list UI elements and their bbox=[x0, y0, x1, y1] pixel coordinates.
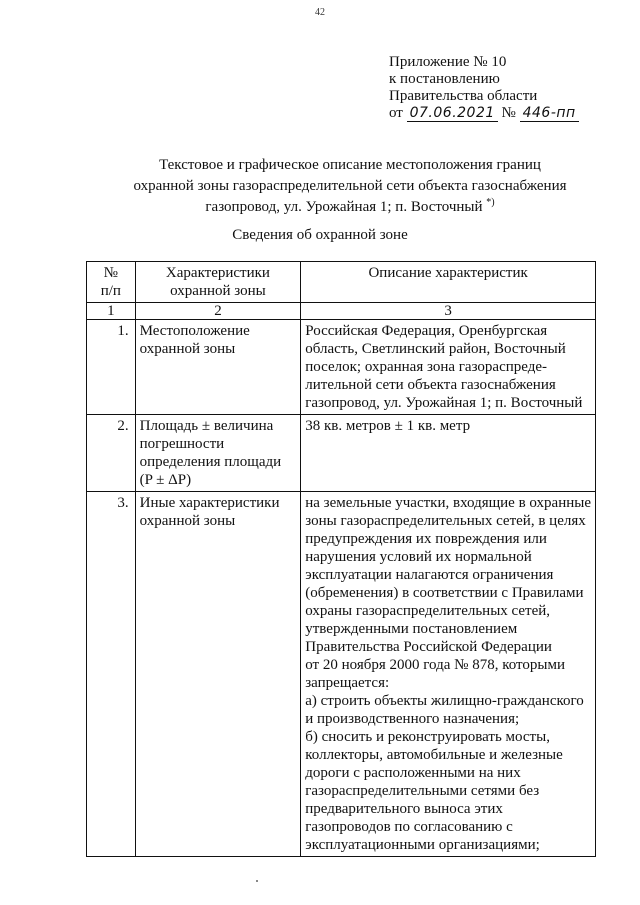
table-index-row bbox=[87, 303, 596, 320]
text-line: газораспределительными сетями без bbox=[305, 783, 540, 799]
header-description bbox=[301, 262, 596, 303]
row-number: 2. bbox=[87, 415, 136, 492]
header-desc-line: Описание характеристик bbox=[368, 265, 528, 281]
row-characteristic bbox=[135, 415, 301, 492]
text-line: газопроводов по согласованию с bbox=[305, 819, 513, 835]
title-line-2: охранной зоны газораспределительной сети объекта газоснабжения bbox=[133, 178, 567, 194]
row-description bbox=[301, 320, 596, 415]
text-line: Российская Федерация, Оренбургская bbox=[305, 323, 548, 339]
text-line: на земельные участки, входящие в охранные bbox=[305, 495, 591, 511]
header-num bbox=[87, 262, 136, 303]
appendix-date-line bbox=[389, 105, 579, 122]
text-line: Местоположение bbox=[139, 323, 250, 339]
handwritten-number: 446-пп bbox=[520, 105, 579, 122]
row-number: 3. bbox=[87, 492, 136, 857]
text-line: предупреждения их повреждения или bbox=[305, 531, 547, 547]
text-line: область, Светлинский район, Восточный bbox=[305, 341, 566, 357]
text-line: лительной сети объекта газоснабжения bbox=[305, 377, 556, 393]
text-line: б) сносить и реконструировать мосты, bbox=[305, 729, 550, 745]
header-num-line-1: № bbox=[103, 265, 118, 281]
index-cell-1: 1 bbox=[87, 303, 136, 320]
page-number: 42 bbox=[315, 7, 325, 18]
text-line: утвержденными постановлением bbox=[305, 621, 518, 637]
text-line: нарушения условий их нормальной bbox=[305, 549, 532, 565]
appendix-block bbox=[389, 54, 579, 122]
text-line: а) строить объекты жилищно-гражданского bbox=[305, 693, 584, 709]
header-characteristics bbox=[135, 262, 301, 303]
text-line: (обременения) в соответствии с Правилами bbox=[305, 585, 584, 601]
text-line: охранной зоны bbox=[139, 341, 236, 357]
text-line: от 20 ноября 2000 года № 878, которыми bbox=[305, 657, 566, 673]
document-title bbox=[60, 155, 640, 218]
row-description bbox=[301, 492, 596, 857]
text-line: 38 кв. метров ± 1 кв. метр bbox=[305, 418, 471, 434]
table-header-row bbox=[87, 262, 596, 303]
text-line: Площадь ± величина bbox=[139, 418, 274, 434]
header-char-line-2: охранной зоны bbox=[170, 283, 266, 299]
header-char-line-1: Характеристики bbox=[165, 265, 270, 281]
row-description bbox=[301, 415, 596, 492]
table-row bbox=[87, 320, 596, 415]
text-line: газопровод, ул. Урожайная 1; п. Восточный bbox=[305, 395, 583, 411]
row-number: 1. bbox=[87, 320, 136, 415]
row-characteristic bbox=[135, 320, 301, 415]
text-line: погрешности bbox=[139, 436, 225, 452]
title-line-1: Текстовое и графическое описание местоположения границ bbox=[159, 157, 541, 173]
text-line: определения площади bbox=[139, 454, 282, 470]
text-line: поселок; охранная зона газораспреде- bbox=[305, 359, 547, 375]
text-line: эксплуатационными организациями; bbox=[305, 837, 540, 853]
text-line: охраны газораспределительных сетей, bbox=[305, 603, 551, 619]
table-row bbox=[87, 415, 596, 492]
text-line: Иные характеристики bbox=[139, 495, 280, 511]
text-line: дороги с расположенными на них bbox=[305, 765, 521, 781]
scan-dot bbox=[256, 880, 258, 882]
text-line: (P ± ΔP) bbox=[139, 472, 192, 488]
header-num-line-2: п/п bbox=[100, 283, 121, 299]
appendix-line-1: Приложение № 10 bbox=[389, 54, 507, 70]
text-line: коллекторы, автомобильные и железные bbox=[305, 747, 563, 763]
text-line: охранной зоны bbox=[139, 513, 236, 529]
text-line: предварительного выноса этих bbox=[305, 801, 503, 817]
section-title: Сведения об охранной зоне bbox=[232, 227, 408, 243]
row-characteristic bbox=[135, 492, 301, 857]
text-line: и производственного назначения; bbox=[305, 711, 520, 727]
text-line: Правительства Российской Федерации bbox=[305, 639, 552, 655]
date-prefix: от bbox=[389, 105, 403, 121]
appendix-line-2: к постановлению bbox=[389, 71, 500, 87]
index-cell-3: 3 bbox=[301, 303, 596, 320]
index-cell-2: 2 bbox=[135, 303, 301, 320]
title-line-3-text: газопровод, ул. Урожайная 1; п. Восточный bbox=[205, 199, 483, 215]
text-line: зоны газораспределительных сетей, в целях bbox=[305, 513, 586, 529]
table-row bbox=[87, 492, 596, 857]
footnote-mark: *) bbox=[486, 197, 495, 208]
text-line: запрещается: bbox=[305, 675, 390, 691]
text-line: эксплуатации налагаются ограничения bbox=[305, 567, 554, 583]
appendix-line-3: Правительства области bbox=[389, 88, 538, 104]
zone-info-table bbox=[86, 261, 596, 857]
title-line-3 bbox=[60, 197, 640, 218]
handwritten-date: 07.06.2021 bbox=[407, 105, 498, 122]
number-label: № bbox=[501, 105, 516, 121]
